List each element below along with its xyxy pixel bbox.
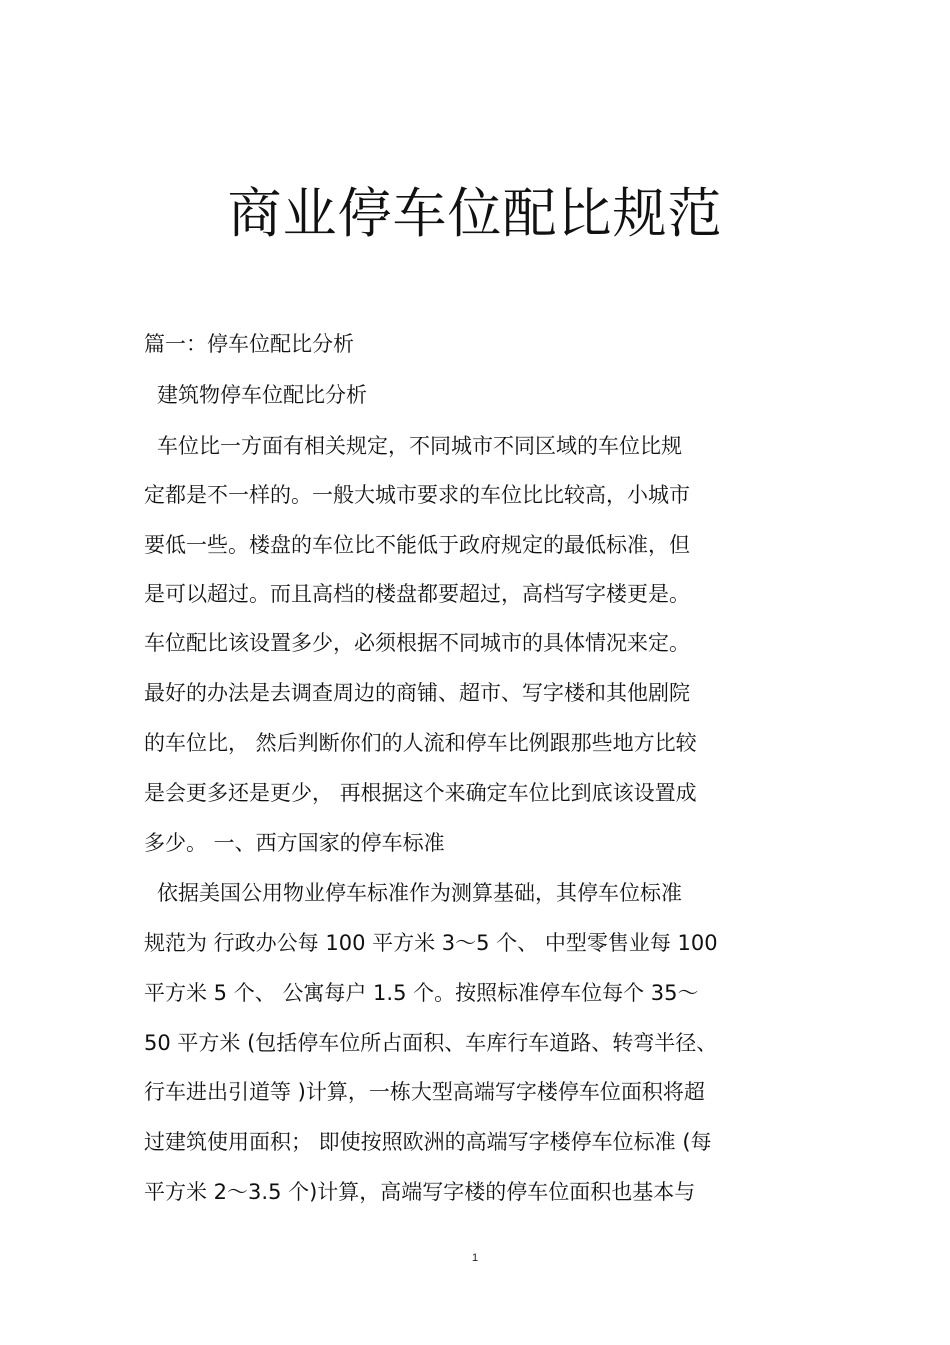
section-heading: 篇一：停车位配比分析: [144, 332, 354, 356]
paragraph-line: 定都是不一样的。一般大城市要求的车位比比较高，小城市: [144, 483, 690, 507]
paragraph-line: 车位比一方面有相关规定，不同城市不同区域的车位比规: [157, 434, 682, 458]
document-title: 商业停车位配比规范: [227, 182, 723, 245]
paragraph-line: 多少。 一、西方国家的停车标准: [144, 831, 445, 855]
paragraph-line: 平方米 2～3.5 个)计算，高端写字楼的停车位面积也基本与: [144, 1180, 696, 1204]
paragraph-line: 行车进出引道等 )计算，一栋大型高端写字楼停车位面积将超: [144, 1080, 705, 1104]
paragraph-line: 最好的办法是去调查周边的商铺、超市、写字楼和其他剧院: [144, 681, 690, 705]
page-number: 1: [471, 1252, 479, 1264]
subsection-heading: 建筑物停车位配比分析: [157, 383, 367, 407]
paragraph-line: 依据美国公用物业停车标准作为测算基础，其停车位标准: [157, 881, 682, 905]
paragraph-line: 规范为 行政办公每 100 平方米 3～5 个、 中型零售业每 100: [144, 931, 718, 955]
paragraph-line: 车位配比该设置多少，必须根据不同城市的具体情况来定。: [144, 631, 690, 655]
paragraph-line: 是可以超过。而且高档的楼盘都要超过，高档写字楼更是。: [144, 582, 690, 606]
paragraph-line: 过建筑使用面积； 即使按照欧洲的高端写字楼停车位标准 (每: [144, 1130, 712, 1154]
paragraph-line: 50 平方米 (包括停车位所占面积、车库行车道路、转弯半径、: [144, 1031, 718, 1055]
paragraph-line: 是会更多还是更少， 再根据这个来确定车位比到底该设置成: [144, 781, 697, 805]
paragraph-line: 要低一些。楼盘的车位比不能低于政府规定的最低标准，但: [144, 533, 690, 557]
paragraph-line: 平方米 5 个、 公寓每户 1.5 个。按照标准停车位每个 35～: [144, 981, 699, 1005]
paragraph-line: 的车位比， 然后判断你们的人流和停车比例跟那些地方比较: [144, 731, 697, 755]
